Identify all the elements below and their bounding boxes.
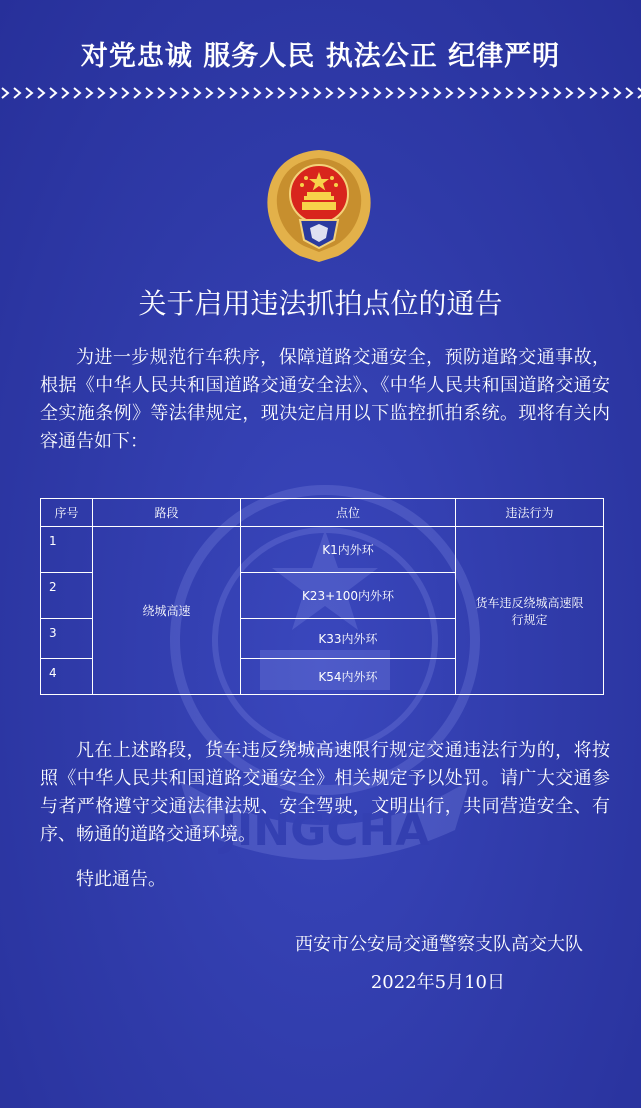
- header-point: 点位: [241, 499, 456, 527]
- body-paragraph: 凡在上述路段，货车违反绕城高速限行规定交通违法行为的，将按照《中华人民共和国道路交通安全》相关规定予以处罚。请广大交通参与者严格遵守交通法律法规、安全驾驶，文明出行，共同营造安全、有序、畅通的道路交通环境。: [40, 740, 610, 845]
- table-row: [41, 527, 604, 573]
- row-number: 2: [41, 573, 93, 619]
- point-cell: K54内外环: [241, 659, 456, 695]
- police-emblem-icon: [262, 148, 376, 264]
- slogan-banner: 对党忠诚 服务人民 执法公正 纪律严明: [80, 41, 561, 72]
- closing-text: 特此通告。: [76, 869, 166, 890]
- point-cell: K23+100内外环: [241, 573, 456, 619]
- notice-title: 关于启用违法抓拍点位的通告: [138, 287, 503, 320]
- violation-cell: [456, 527, 604, 695]
- header-road: 路段: [93, 499, 241, 527]
- monitoring-points-table: [40, 498, 604, 695]
- row-number: 3: [41, 619, 93, 659]
- header-no: 序号: [41, 499, 93, 527]
- header-violation: 违法行为: [456, 499, 604, 527]
- point-cell: K1内外环: [241, 527, 456, 573]
- watermark-text: JINGCHA: [220, 805, 430, 856]
- point-cell: K33内外环: [241, 619, 456, 659]
- intro-paragraph: 为进一步规范行车秩序，保障道路交通安全，预防道路交通事故，根据《中华人民共和国道路交通安全法》、《中华人民共和国道路交通安全实施条例》等法律规定，现决定启用以下监控抓拍系统。现将有关内容通告如下：: [40, 347, 610, 452]
- row-number: 4: [41, 659, 93, 695]
- violation-text: 货车违反绕城高速限行规定: [475, 595, 584, 627]
- table-header-row: [41, 499, 604, 527]
- issue-date: 2022年5月10日: [370, 972, 505, 993]
- issuer-signature: 西安市公安局交通警察支队高交大队: [295, 934, 583, 955]
- road-cell: 绕城高速: [93, 527, 241, 695]
- row-number: 1: [41, 527, 93, 573]
- decorative-divider: [0, 86, 641, 100]
